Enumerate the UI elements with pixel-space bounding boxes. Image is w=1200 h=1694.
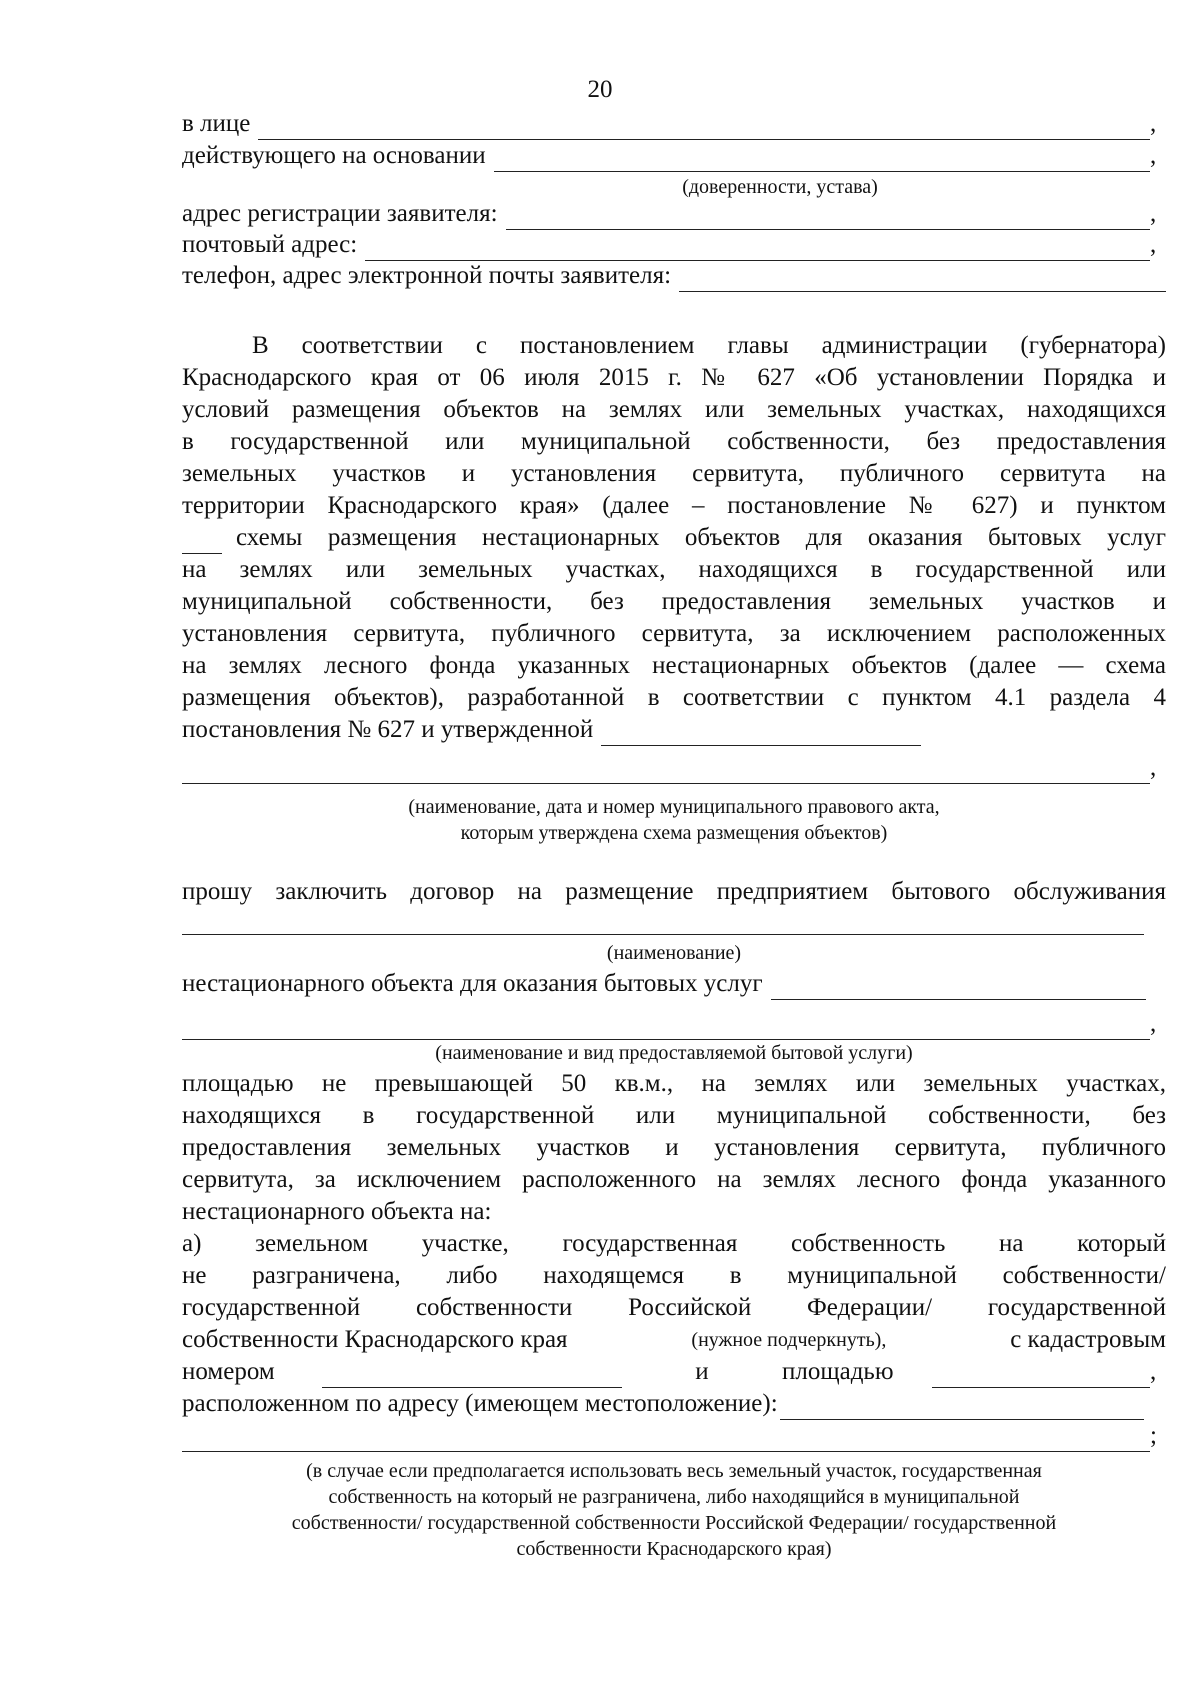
service-field[interactable] (182, 1013, 1150, 1040)
footnote-line: собственности/ государственной собственности Российской Федерации/ государственной (291, 1512, 1057, 1534)
body-line: схемы размещения нестационарных объектов для оказания бытовых услуг (236, 524, 1166, 551)
representative-label: в лице (182, 110, 251, 137)
service-hint: (наименование и вид предоставляемой бытовой услуги) (435, 1042, 913, 1064)
underline-note: (нужное подчеркнуть), (691, 1329, 887, 1351)
address-label: расположенном по адресу (имеющем местоположение): (182, 1390, 778, 1417)
contact-row (182, 260, 1166, 292)
body-line: территории Краснодарского края» (далее – постановление № 627) и пунктом (182, 492, 1166, 519)
postal-label: почтовый адрес: (182, 231, 358, 258)
item-a-line: не разграничена, либо находящемся в муниципальной собственности/ (182, 1262, 1166, 1289)
approved-row (182, 714, 982, 746)
body-line: муниципальной собственности, без предоставления земельных участков и (182, 588, 1166, 615)
representative-field[interactable] (258, 113, 1150, 140)
comma: , (1150, 1358, 1157, 1385)
body-line: на землях или земельных участках, находящихся в государственной или (182, 556, 1166, 583)
basis-field[interactable] (494, 145, 1150, 172)
act-hint-line: (наименование, дата и номер муниципального правового акта, (408, 796, 940, 818)
area-line: площадью не превышающей 50 кв.м., на землях или земельных участках, (182, 1070, 1166, 1097)
basis-row (182, 140, 1166, 172)
cadastral-row (182, 1356, 1166, 1388)
body-line: на землях лесного фонда указанных нестационарных объектов (далее — схема (182, 652, 1166, 679)
comma: , (1150, 142, 1157, 169)
page-number: 20 (587, 76, 613, 103)
footnote-line: собственности Краснодарского края) (516, 1538, 832, 1560)
contact-field[interactable] (679, 265, 1166, 292)
representative-row (182, 108, 1166, 140)
comma: , (1150, 200, 1157, 227)
clause-number-row (182, 522, 1166, 554)
cadastral-number-field[interactable] (322, 1361, 622, 1388)
name-hint: (наименование) (606, 942, 742, 964)
approved-by-field[interactable] (601, 719, 921, 746)
basis-label: действующего на основании (182, 142, 486, 169)
area-label: площадью (782, 1358, 894, 1385)
body-line: условий размещения объектов на землях или земельных участках, находящихся (182, 396, 1166, 423)
area-line: находящихся в государственной или муниципальной собственности, без (182, 1102, 1166, 1129)
service-row (182, 1008, 1166, 1040)
address-continuation-field[interactable] (182, 1425, 1150, 1452)
footnote-line: (в случае если предполагается использовать весь земельный участок, государственная (306, 1460, 1042, 1482)
object-label: нестационарного объекта для оказания бытовых услуг (182, 970, 763, 997)
body-line: постановления № 627 и утвержденной (182, 716, 594, 743)
comma: , (1150, 1010, 1157, 1037)
postal-address-field[interactable] (365, 234, 1150, 261)
registration-row (182, 198, 1166, 230)
registration-label: адрес регистрации заявителя: (182, 200, 498, 227)
request-line: прошу заключить договор на размещение предприятием бытового обслуживания (182, 878, 1166, 905)
semicolon: ; (1150, 1422, 1157, 1449)
object-field[interactable] (771, 973, 1146, 1000)
address-row (182, 1388, 1144, 1420)
body-line: в государственной или муниципальной собственности, без предоставления (182, 428, 1166, 455)
address-field[interactable] (780, 1393, 1144, 1420)
comma: , (1150, 754, 1157, 781)
act-row (182, 752, 1166, 784)
body-line: В соответствии с постановлением главы администрации (губернатора) (252, 332, 1166, 359)
item-a-text: с кадастровым (1010, 1326, 1166, 1353)
body-line: установления сервитута, публичного сервитута, за исключением расположенных (182, 620, 1166, 647)
address-continuation-row (182, 1420, 1166, 1452)
area-field[interactable] (932, 1361, 1150, 1388)
clause-number-field[interactable] (182, 527, 222, 554)
act-hint-line: которым утверждена схема размещения объектов) (460, 822, 888, 844)
basis-hint: (доверенности, устава) (682, 176, 878, 198)
item-a-text: собственности Краснодарского края (182, 1326, 568, 1353)
footnote-line: собственность на который не разграничена, либо находящийся в муниципальной (328, 1486, 1020, 1508)
body-line: земельных участков и установления сервитута, публичного сервитута на (182, 460, 1166, 487)
object-row (182, 968, 1146, 1000)
item-a-line-4 (182, 1324, 1166, 1356)
registration-address-field[interactable] (506, 203, 1150, 230)
comma: , (1150, 231, 1157, 258)
item-a-line: а) земельном участке, государственная собственность на который (182, 1230, 1166, 1257)
legal-act-field[interactable] (182, 757, 1150, 784)
contact-label: телефон, адрес электронной почты заявителя: (182, 262, 672, 289)
item-a-line: государственной собственности Российской Федерации/ государственной (182, 1294, 1166, 1321)
number-label: номером (182, 1358, 275, 1385)
area-line: предоставления земельных участков и установления сервитута, публичного (182, 1134, 1166, 1161)
and-label: и (695, 1358, 709, 1385)
body-line: Краснодарского края от 06 июля 2015 г. № 627 «Об установлении Порядка и (182, 364, 1166, 391)
comma: , (1150, 110, 1157, 137)
area-line: сервитута, за исключением расположенного на землях лесного фонда указанного (182, 1166, 1166, 1193)
enterprise-name-field[interactable] (182, 934, 1144, 935)
body-line: размещения объектов), разработанной в соответствии с пунктом 4.1 раздела 4 (182, 684, 1166, 711)
area-line: нестационарного объекта на: (182, 1198, 492, 1225)
postal-row (182, 229, 1166, 261)
